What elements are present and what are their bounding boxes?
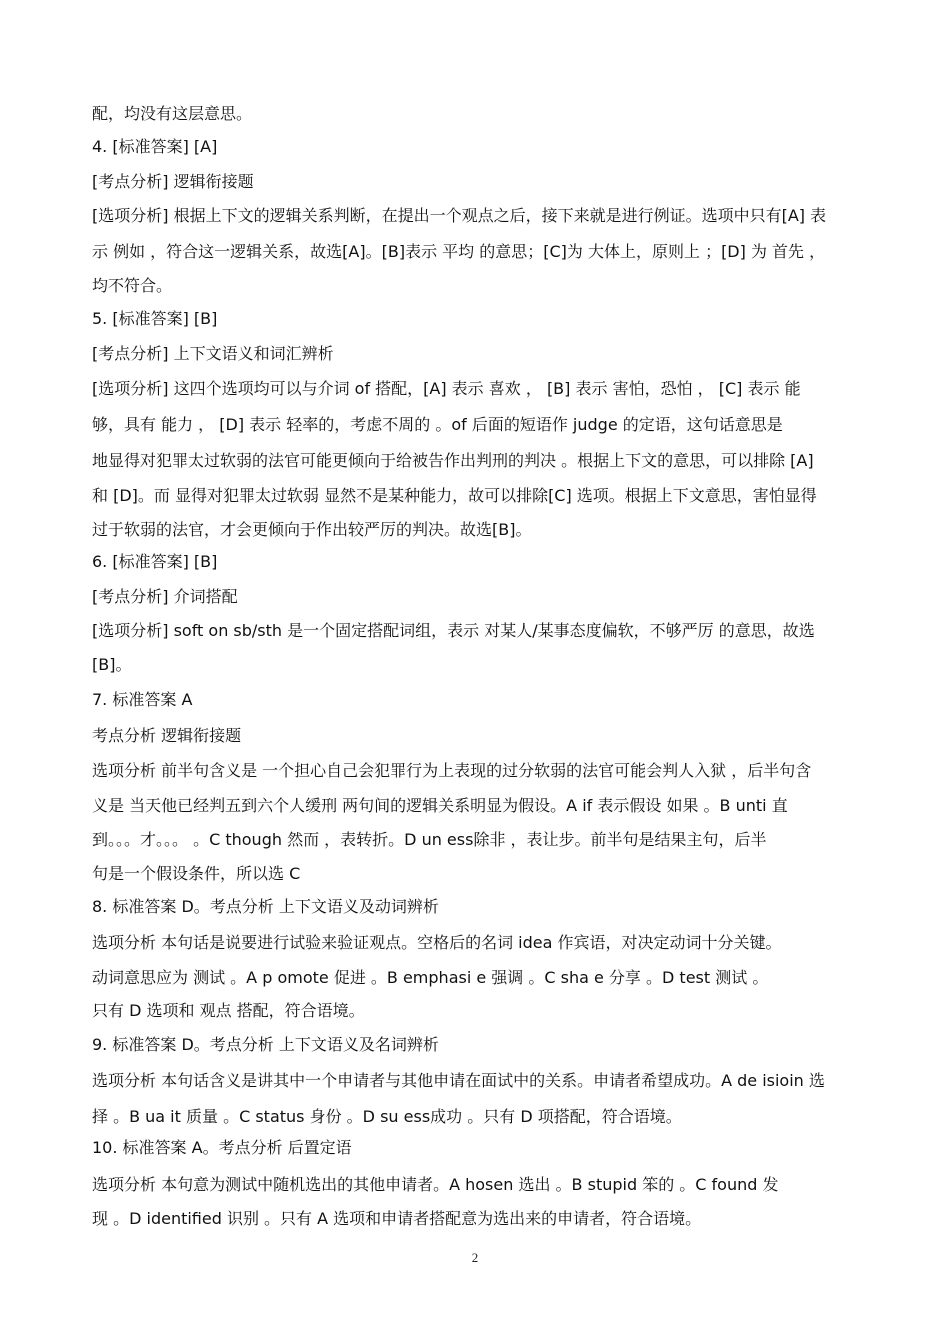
text-line: 选项分析 本句话是说要进行试验来验证观点。空格后的名词 idea 作宾语，对决定动词十分关键。 — [92, 933, 782, 952]
text-line: 择 。B ua it 质量 。C status 身份 。D su ess成功 。只有 D 项搭配，符合语境。 — [92, 1107, 682, 1126]
text-line: 只有 D 选项和 观点 搭配，符合语境。 — [92, 1001, 365, 1020]
answer-heading-8: 8. 标准答案 D。考点分析 上下文语义及动词辨析 — [92, 897, 439, 916]
answer-heading-9: 9. 标准答案 D。考点分析 上下文语义及名词辨析 — [92, 1035, 439, 1054]
text-line: 义是 当天他已经判五到六个人缓刑 两句间的逻辑关系明显为假设。A if 表示假设 如果 。B unti 直 — [92, 796, 788, 815]
text-line: [选项分析] 这四个选项均可以与介词 of 搭配，[A] 表示 喜欢 ， [B] 表示 害怕，恐怕 ， [C] 表示 能 — [92, 379, 801, 398]
text-line: 均不符合。 — [92, 276, 173, 295]
text-line: 够，具有 能力 ， [D] 表示 轻率的，考虑不周的 。of 后面的短语作 judge 的定语，这句话意思是 — [92, 415, 783, 434]
answer-heading-5: 5. [标准答案] [B] — [92, 309, 218, 328]
text-line: 选项分析 前半句含义是 一个担心自己会犯罪行为上表现的过分软弱的法官可能会判人入狱 ，后半句含 — [92, 761, 812, 780]
text-line: [B]。 — [92, 655, 132, 674]
page-number: 2 — [471, 1250, 479, 1265]
text-line: 示 例如 ，符合这一逻辑关系，故选[A]。[B]表示 平均 的意思；[C]为 大体上，原则上 ；[D] 为 首先 ， — [92, 242, 826, 261]
text-line: 到。。。才。。。 。C though 然而 ，表转折。D un ess除非 ，表让步。前半句是结果主句，后半 — [92, 830, 767, 849]
text-line: 现 。D identified 识别 。只有 A 选项和申请者搭配意为选出来的申请者，符合语境。 — [92, 1209, 702, 1228]
answer-heading-7: 7. 标准答案 A — [92, 690, 193, 709]
text-line: 过于软弱的法官，才会更倾向于作出较严厉的判决。故选[B]。 — [92, 520, 532, 539]
text-line: 配，均没有这层意思。 — [92, 104, 253, 123]
text-line: [选项分析] 根据上下文的逻辑关系判断，在提出一个观点之后，接下来就是进行例证。选项中只有[A] 表 — [92, 206, 827, 225]
answer-heading-6: 6. [标准答案] [B] — [92, 552, 218, 571]
text-line: [考点分析] 上下文语义和词汇辨析 — [92, 344, 334, 363]
text-line: [考点分析] 逻辑衔接题 — [92, 172, 254, 191]
text-line: [考点分析] 介词搭配 — [92, 587, 238, 606]
text-line: 动词意思应为 测试 。A p omote 促进 。B emphasi e 强调 。C sha e 分享 。D test 测试 。 — [92, 968, 769, 987]
text-line: 和 [D]。而 显得对犯罪太过软弱 显然不是某种能力，故可以排除[C] 选项。根据上下文意思，害怕显得 — [92, 486, 817, 505]
text-line: [选项分析] soft on sb/sth 是一个固定搭配词组，表示 对某人/某事态度偏软，不够严厉 的意思，故选 — [92, 621, 815, 640]
text-line: 地显得对犯罪太过软弱的法官可能更倾向于给被告作出判刑的判决 。根据上下文的意思，可以排除 [A] — [92, 451, 814, 470]
text-line: 选项分析 本句意为测试中随机选出的其他申请者。A hosen 选出 。B stupid 笨的 。C found 发 — [92, 1175, 779, 1194]
text-line: 考点分析 逻辑衔接题 — [92, 726, 242, 745]
text-line: 选项分析 本句话含义是讲其中一个申请者与其他申请在面试中的关系。申请者希望成功。A de isioin 选 — [92, 1071, 825, 1090]
answer-heading-10: 10. 标准答案 A。考点分析 后置定语 — [92, 1138, 352, 1157]
text-line: 句是一个假设条件，所以选 C — [92, 864, 301, 883]
answer-heading-4: 4. [标准答案] [A] — [92, 137, 218, 156]
